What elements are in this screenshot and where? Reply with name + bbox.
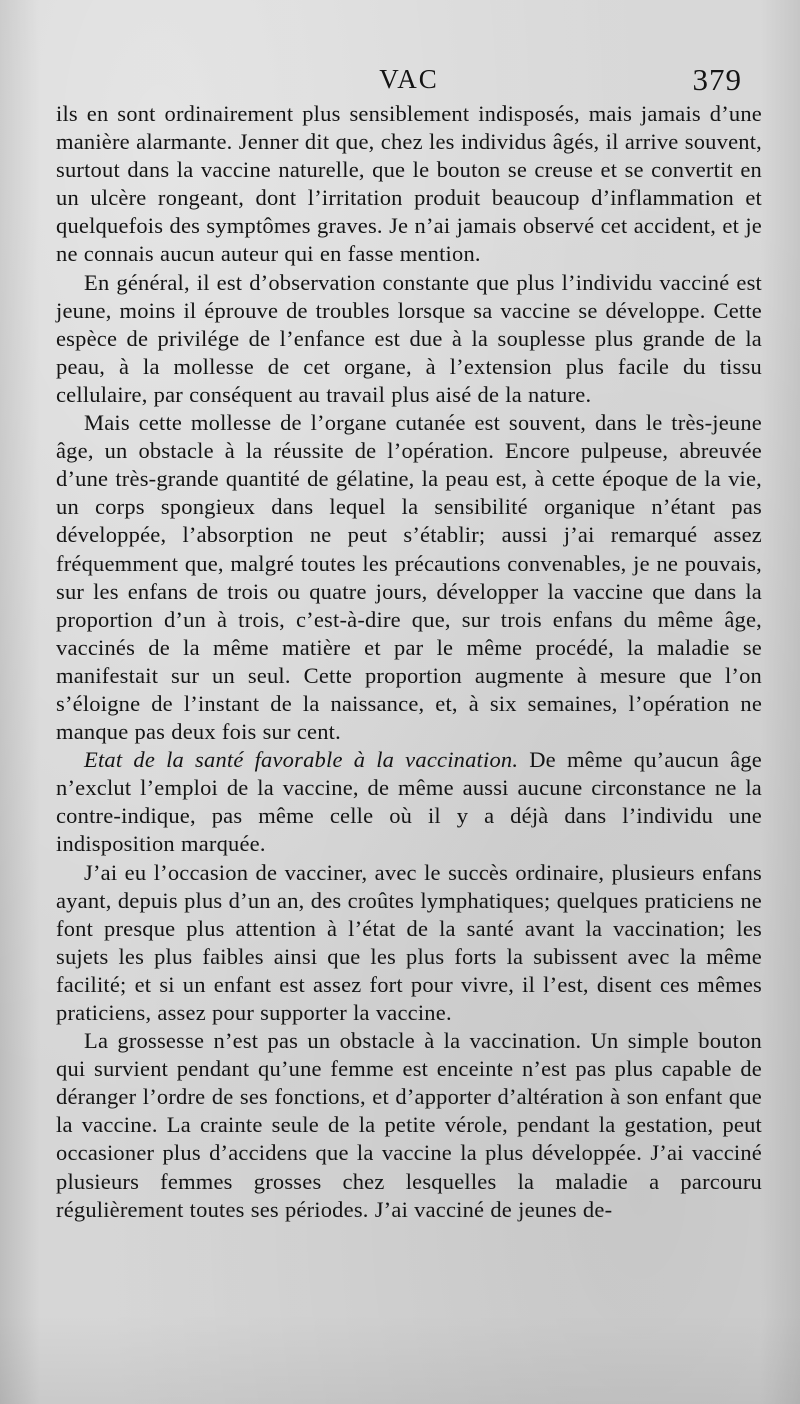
page-header	[56, 56, 762, 100]
paragraph-4-body: De même qu’aucun âge n’exclut l’emploi de la vaccine, de même aussi aucune circonstance ne la contre-indique, pas même celle où il y a déjà dans l’individu une indisposition marquée.	[56, 747, 762, 857]
paragraph-3: Mais cette mollesse de l’organe cutanée est souvent, dans le très-jeune âge, un obstacle à la réussite de l’opération. Encore pulpeuse, abreuvée d’une très-grande quantité de gélatine, la peau est, à cette époque de la vie, un corps spongieux dans lequel la sensibilité organique n’étant pas développée, l’absorption ne peut s’établir; aussi j’ai remarqué assez fréquemment que, malgré toutes les précautions convenables, je ne pouvais, sur les enfans de trois ou quatre jours, développer la vaccine que dans la proportion d’un à trois, c’est-à-dire que, sur trois enfans du même âge, vaccinés de la même matière et par le même procédé, la maladie se manifestait sur un seul. Cette proportion augmente à mesure que l’on s’éloigne de l’instant de la naissance, et, à six semaines, l’opération ne manque pas deux fois sur cent.	[56, 410, 762, 745]
section-heading: Etat de la santé favorable à la vaccination.	[84, 747, 519, 773]
paragraph-5: J’ai eu l’occasion de vacciner, avec le succès ordinaire, plusieurs enfans ayant, depuis plus d’un an, des croûtes lymphatiques; quelques praticiens ne font presque plus attention à l’état de la santé avant la vaccination; les sujets les plus faibles ainsi que les plus forts la subissent avec la même facilité; et si un enfant est assez fort pour vivre, il l’est, disent ces mêmes praticiens, assez pour supporter la vaccine.	[56, 859, 762, 1025]
paragraph-6: La grossesse n’est pas un obstacle à la vaccination. Un simple bouton qui survient pendant qu’une femme est enceinte n’est pas plus capable de déranger l’ordre de ses fonctions, et d’apporter d’altération à son enfant que la vaccine. La crainte seule de la petite vérole, pendant la gestation, peut occasioner plus d’accidens que la vaccine la plus développée. J’ai vacciné plusieurs femmes grosses chez lesquelles la maladie a parcouru régulièrement toutes ses périodes. J’ai vacciné de jeunes de-	[56, 1028, 762, 1222]
running-head: VAC	[379, 64, 439, 94]
page-shadow	[0, 1314, 800, 1404]
paragraph-2: En général, il est d’observation constante que plus l’individu vacciné est jeune, moins il éprouve de troubles lorsque sa vaccine se développe. Cette espèce de privilége de l’enfance est due à la souplesse plus grande de la peau, à la mollesse de cet organe, à l’extension plus facile du tissu cellulaire, par conséquent au travail plus aisé de la nature.	[56, 269, 762, 407]
paragraph-4	[56, 746, 762, 858]
page-number: 379	[692, 62, 742, 97]
page-content	[56, 100, 762, 1224]
paragraph-1: ils en sont ordinairement plus sensiblement indisposés, mais jamais d’une manière alarmante. Jenner dit que, chez les individus âgés, il arrive souvent, surtout dans la vaccine naturelle, que le bouton se creuse et se convertit en un ulcère rongeant, dont l’irritation produit beaucoup d’inflammation et quelquefois des symptômes graves. Je n’ai jamais observé cet accident, et je ne connais aucun auteur qui en fasse mention.	[56, 101, 762, 267]
